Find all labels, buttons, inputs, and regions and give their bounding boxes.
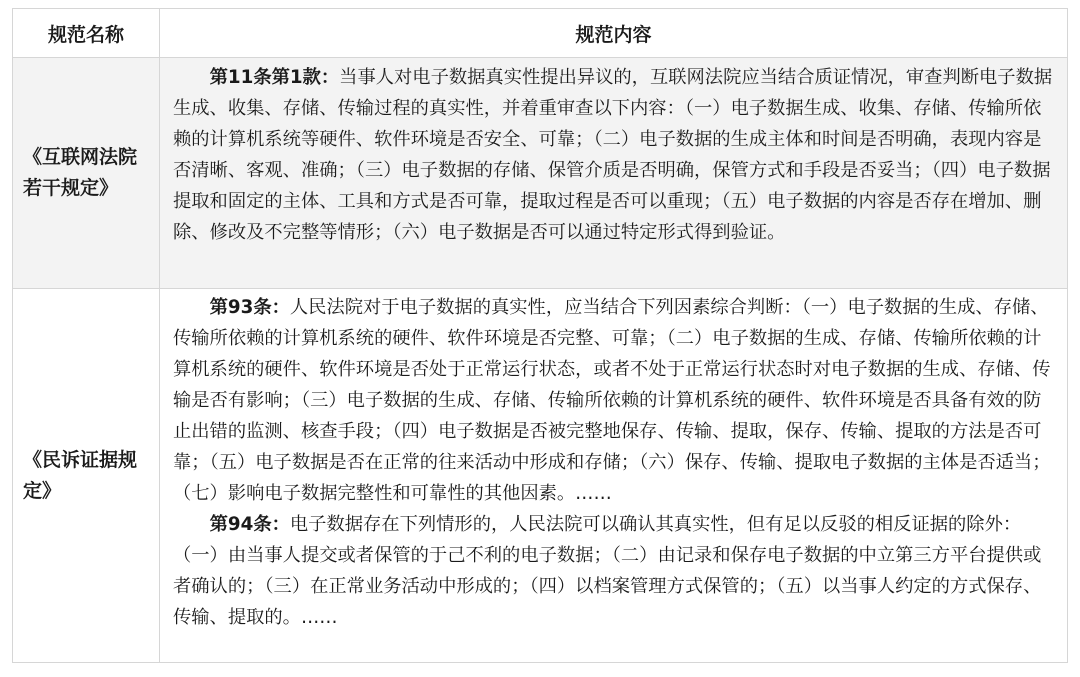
article-paragraph — [173, 62, 1057, 248]
row-2-content-cell — [160, 289, 1068, 663]
article-text: 电子数据存在下列情形的，人民法院可以确认其真实性，但有足以反驳的相反证据的除外：（一）由当事人提交或者保管的于己不利的电子数据；（二）由记录和保存电子数据的中立第三方平台提供或者确认的；（三）在正常业务活动中形成的；（四）以档案管理方式保管的；（五）以当事人约定的方式保存、传输、提取的。…… — [173, 514, 1042, 628]
row-2-name: 《民诉证据规定》 — [23, 448, 138, 502]
header-name-cell — [13, 9, 160, 58]
header-content: 规范内容 — [575, 23, 652, 46]
row-1-name-cell — [13, 58, 160, 289]
article-paragraph — [173, 509, 1057, 633]
article-lead: 第94条： — [209, 514, 290, 535]
header-name: 规范名称 — [47, 23, 124, 46]
article-paragraph — [173, 292, 1057, 509]
row-2-name-cell — [13, 289, 160, 663]
article-text: 人民法院对于电子数据的真实性，应当结合下列因素综合判断：（一）电子数据的生成、存储、传输所依赖的计算机系统的硬件、软件环境是否完整、可靠；（二）电子数据的生成、存储、传输所依赖的计算机系统的硬件、软件环境是否处于正常运行状态，或者不处于正常运行状态时对电子数据的生成、存储、传输是否有影响；（三）电子数据的生成、存储、传输所依赖的计算机系统的硬件、软件环境是否具备有效的防止出错的监测、核查手段；（四）电子数据是否被完整地保存、传输、提取，保存、传输、提取的方法是否可靠；（五）电子数据是否在正常的往来活动中形成和存储；（六）保存、传输、提取电子数据的主体是否适当；（七）影响电子数据完整性和可靠性的其他因素。…… — [173, 297, 1051, 504]
article-lead: 第11条第1款： — [209, 67, 340, 88]
article-text: 当事人对电子数据真实性提出异议的，互联网法院应当结合质证情况，审查判断电子数据生成、收集、存储、传输过程的真实性，并着重审查以下内容：（一）电子数据生成、收集、存储、传输所依赖的计算机系统等硬件、软件环境是否安全、可靠；（二）电子数据的生成主体和时间是否明确，表现内容是否清晰、客观、准确；（三）电子数据的存储、保管介质是否明确，保管方式和手段是否妥当；（四）电子数据提取和固定的主体、工具和方式是否可靠，提取过程是否可以重现；（五）电子数据的内容是否存在增加、删除、修改及不完整等情形；（六）电子数据是否可以通过特定形式得到验证。 — [173, 67, 1053, 243]
header-content-cell — [160, 9, 1068, 58]
row-1-name: 《互联网法院若干规定》 — [23, 146, 138, 199]
article-lead: 第93条： — [209, 297, 290, 318]
regulation-table — [12, 8, 1068, 663]
row-1-content-cell — [160, 58, 1068, 289]
